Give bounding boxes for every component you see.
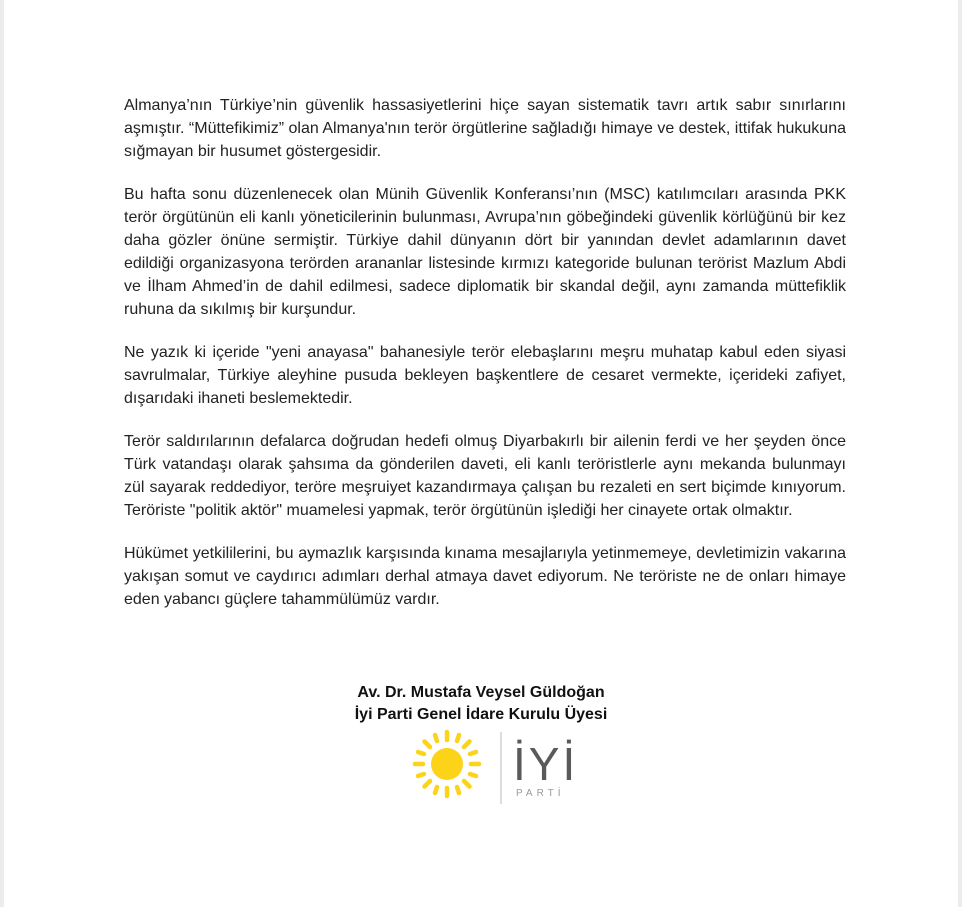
logo-graphic	[409, 726, 579, 808]
logo-wordmark: İYİ	[513, 738, 579, 790]
signature-block	[4, 682, 958, 726]
paragraph-3: Ne yazık ki içeride "yeni anayasa" bahanesiyle terör elebaşlarını meşru muhatap kabul eden siyasi savrulmalar, Türkiye aleyhine pusuda bekleyen başkentlere de cesaret vermekte, içerideki zafiyet, dışarıdaki ihaneti beslemektedir.	[124, 344, 846, 407]
paragraph-4: Terör saldırılarının defalarca doğrudan hedefi olmuş Diyarbakırlı bir ailenin ferdi ve her şeyden önce Türk vatandaşı olarak şahsıma da gönderilen daveti, eli kanlı teröristlerle aynı mekanda bulunmayı zül sayarak reddediyor, teröre meşruiyet kazandırmaya çalışan bu rezaleti en sert biçimde kınıyorum. Teröriste "politik aktör" muamelesi yapmak, terör örgütünün işlediği her cinayete ortak olmaktır.	[124, 433, 846, 519]
paragraph-5: Hükümet yetkililerini, bu aymazlık karşısında kınama mesajlarıyla yetinmemeye, devletimizin vakarına yakışan somut ve caydırıcı adımları derhal atmaya davet ediyorum. Ne teröriste ne de onları himaye eden yabancı güçlere tahammülümüz vardır.	[124, 545, 846, 608]
paragraph-2: Bu hafta sonu düzenlenecek olan Münih Güvenlik Konferansı’nın (MSC) katılımcıları arasında PKK terör örgütünün eli kanlı yöneticilerinin bulunması, Avrupa’nın göbeğindeki güvenlik körlüğünü bir kez daha gözler önüne sermiştir. Türkiye dahil dünyanın dört bir yanından devlet adamlarının davet edildiği organizasyona terörden arananlar listesinde kırmızı kategoride bulunan terörist Mazlum Abdi ve İlham Ahmed’in de dahil edilmesi, sadece diplomatik bir skandal değil, aynı zamanda müttefiklik ruhuna da sıkılmış bir kurşundur.	[124, 186, 846, 318]
signature-title: İyi Parti Genel İdare Kurulu Üyesi	[354, 706, 608, 723]
signature-name: Av. Dr. Mustafa Veysel Güldoğan	[357, 684, 605, 701]
statement-body	[124, 94, 846, 631]
paragraph-1: Almanya’nın Türkiye’nin güvenlik hassasiyetlerini hiçe sayan sistematik tavrı artık sabır sınırlarını aşmıştır. “Müttefikimiz” olan Almanya'nın terör örgütlerine sağladığı himaye ve destek, ittifak hukukuna sığmayan bir husumet göstergesidir.	[124, 97, 846, 160]
logo-subtext: PARTİ	[516, 788, 565, 799]
sun-icon	[415, 732, 479, 796]
iyi-parti-logo	[409, 726, 579, 808]
